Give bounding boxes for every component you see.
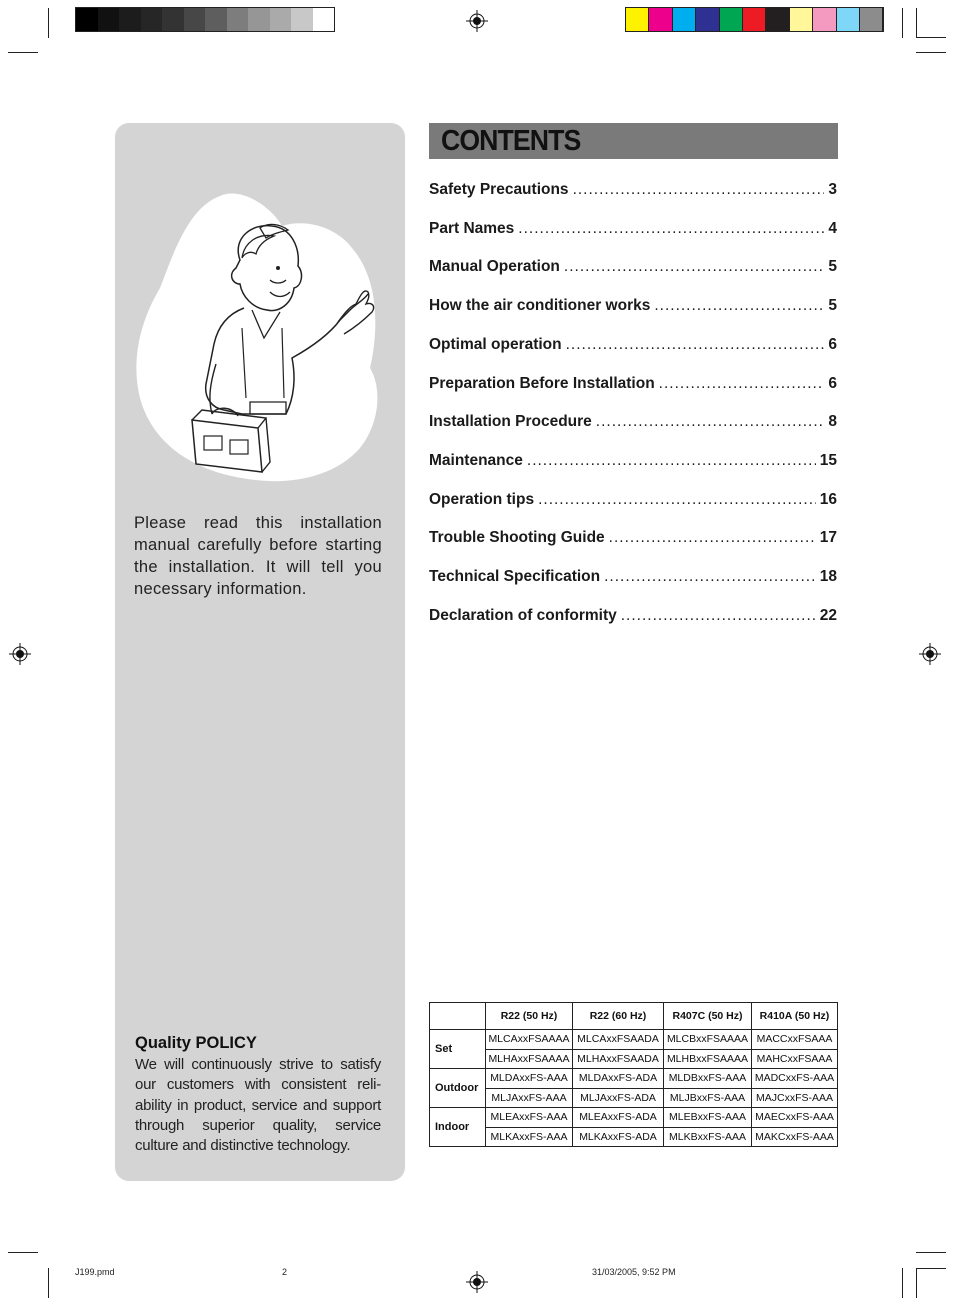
calibration-swatch (141, 8, 163, 31)
toc-leader-dots (621, 607, 816, 625)
toc-entry-label: Maintenance (429, 451, 523, 469)
crop-mark (902, 1268, 903, 1298)
calibration-swatch (76, 8, 98, 31)
toc-entry[interactable] (429, 336, 837, 360)
grayscale-calibration-bar (75, 7, 335, 32)
table-cell: MLKBxxFS-AAA (664, 1127, 752, 1147)
toc-entry-label: How the air conditioner works (429, 297, 651, 315)
toc-entry-label: Preparation Before Installation (429, 374, 655, 392)
toc-entry-page: 6 (828, 335, 837, 353)
table-cell: MLCAxxFSAADA (573, 1030, 664, 1050)
calibration-swatch (790, 8, 813, 31)
toc-entry[interactable] (429, 568, 837, 592)
toc-entry[interactable] (429, 607, 837, 631)
toc-entry-page: 6 (828, 374, 837, 392)
toc-leader-dots (659, 375, 825, 393)
toc-entry-page: 18 (819, 568, 837, 585)
crop-mark (8, 52, 38, 53)
table-cell: MACCxxFSAAA (752, 1030, 838, 1050)
calibration-swatch (98, 8, 120, 31)
registration-mark-icon (466, 1271, 488, 1293)
table-cell: MADCxxFS-AAA (752, 1069, 838, 1089)
calibration-swatch (248, 8, 270, 31)
toc-leader-dots (518, 220, 824, 238)
calibration-swatch (649, 8, 672, 31)
table-row (430, 1049, 838, 1069)
calibration-swatch (227, 8, 249, 31)
toc-leader-dots (527, 452, 816, 470)
crop-mark (8, 1252, 38, 1253)
table-row (430, 1030, 838, 1050)
toc-leader-dots (654, 297, 824, 315)
toc-entry-page: 8 (828, 413, 837, 431)
table-cell: MAHCxxFSAAA (752, 1049, 838, 1069)
table-group-label: Indoor (430, 1108, 486, 1147)
page-title: CONTENTS (441, 125, 581, 157)
calibration-swatch (860, 8, 883, 31)
crop-mark (916, 52, 946, 53)
toc-entry-page: 22 (819, 606, 837, 624)
table-row (430, 1088, 838, 1108)
toc-entry-page: 5 (828, 258, 837, 276)
table-cell: MLDBxxFS-AAA (664, 1069, 752, 1089)
table-group-label: Set (430, 1030, 486, 1069)
toc-leader-dots (609, 529, 816, 547)
toc-entry-page: 16 (819, 490, 837, 508)
toc-entry-label: Operation tips (429, 490, 535, 508)
toc-entry-page: 15 (819, 451, 837, 469)
footer-timestamp: 31/03/2005, 9:52 PM (592, 1267, 676, 1277)
toc-leader-dots (573, 181, 825, 199)
footer-filename: J199.pmd (75, 1267, 115, 1277)
toc-entry[interactable] (429, 258, 837, 282)
calibration-swatch (696, 8, 719, 31)
footer-page-number: 2 (282, 1267, 288, 1277)
toc-entry-label: Safety Precautions (429, 181, 569, 198)
toc-entry-page: 5 (828, 297, 837, 315)
calibration-swatch (743, 8, 766, 31)
table-cell: MLHBxxFSAAAA (664, 1049, 752, 1069)
calibration-swatch (673, 8, 696, 31)
color-calibration-bar (625, 7, 884, 32)
calibration-swatch (837, 8, 860, 31)
table-cell: MLJAxxFS-AAA (486, 1088, 573, 1108)
toc-entry-page: 4 (828, 219, 837, 237)
table-cell: MLJBxxFS-AAA (664, 1088, 752, 1108)
calibration-swatch (766, 8, 789, 31)
crop-mark (916, 1268, 946, 1269)
calibration-swatch (270, 8, 292, 31)
table-body (430, 1030, 838, 1147)
table-cell: MLJAxxFS-ADA (573, 1088, 664, 1108)
toc-leader-dots (596, 413, 825, 431)
calibration-swatch (162, 8, 184, 31)
quality-policy-title: Quality POLICY (135, 1034, 257, 1052)
toc-entry[interactable] (429, 452, 837, 476)
toc-leader-dots (566, 336, 825, 354)
table-cell: MAJCxxFS-AAA (752, 1088, 838, 1108)
calibration-swatch (184, 8, 206, 31)
table-cell: MAKCxxFS-AAA (752, 1127, 838, 1147)
toc-leader-dots (604, 568, 816, 586)
toc-entry[interactable] (429, 491, 837, 515)
table-group-label: Outdoor (430, 1069, 486, 1108)
crop-mark (916, 1252, 946, 1253)
crop-mark (916, 1268, 917, 1298)
table-row (430, 1127, 838, 1147)
table-header-cell: R22 (60 Hz) (573, 1003, 664, 1030)
calibration-swatch (119, 8, 141, 31)
table-cell: MLHAxxFSAAAA (486, 1049, 573, 1069)
quality-policy-text: We will continuously strive to satisfy our customers with consistent reli-ability in product, service and support through superior quality, service culture and distinctive technology. (135, 1056, 381, 1155)
table-cell: MAECxxFS-AAA (752, 1108, 838, 1128)
toc-entry[interactable] (429, 413, 837, 437)
table-cell: MLEAxxFS-ADA (573, 1108, 664, 1128)
table-header-cell: R22 (50 Hz) (486, 1003, 573, 1030)
toc-entry-label: Part Names (429, 219, 515, 237)
model-table (429, 1002, 838, 1147)
toc-entry-label: Optimal operation (429, 335, 562, 353)
contents-header-bar (429, 123, 838, 159)
toc-entry-page: 17 (819, 529, 837, 547)
table-row (430, 1108, 838, 1128)
intro-text: Please read this installation manual carefully before starting the installation. It will tell you necessary information. (134, 514, 382, 598)
table-cell: MLDAxxFS-AAA (486, 1069, 573, 1089)
table-cell: MLHAxxFSAADA (573, 1049, 664, 1069)
registration-mark-icon (9, 643, 31, 665)
registration-mark-icon (466, 10, 488, 32)
toc-entry-label: Manual Operation (429, 258, 560, 276)
calibration-swatch (291, 8, 313, 31)
toc-entry-label: Technical Specification (429, 568, 601, 585)
calibration-swatch (626, 8, 649, 31)
toc-entry-label: Trouble Shooting Guide (429, 529, 605, 547)
calibration-swatch (720, 8, 743, 31)
toc-entry[interactable] (429, 297, 837, 321)
table-header-cell: R410A (50 Hz) (752, 1003, 838, 1030)
table-header-row (430, 1003, 838, 1030)
toc-entry-page: 3 (828, 181, 837, 198)
table-header-cell (430, 1003, 486, 1030)
toc-entry[interactable] (429, 181, 837, 205)
toc-leader-dots (538, 491, 816, 509)
calibration-swatch (813, 8, 836, 31)
toc-entry[interactable] (429, 529, 837, 553)
calibration-swatch (205, 8, 227, 31)
table-cell: MLCAxxFSAAAA (486, 1030, 573, 1050)
crop-mark (902, 8, 903, 38)
registration-mark-icon (919, 643, 941, 665)
table-cell: MLCBxxFSAAAA (664, 1030, 752, 1050)
technician-illustration-icon (132, 188, 384, 488)
table-cell: MLKAxxFS-ADA (573, 1127, 664, 1147)
crop-mark (48, 1268, 49, 1298)
crop-mark (916, 8, 917, 38)
table-cell: MLEBxxFS-AAA (664, 1108, 752, 1128)
toc-entry[interactable] (429, 375, 837, 399)
toc-entry-label: Declaration of conformity (429, 606, 617, 624)
crop-mark (48, 8, 49, 38)
table-header-cell: R407C (50 Hz) (664, 1003, 752, 1030)
toc-entry[interactable] (429, 220, 837, 244)
table-row (430, 1069, 838, 1089)
table-cell: MLKAxxFS-AAA (486, 1127, 573, 1147)
toc-leader-dots (564, 258, 824, 276)
table-cell: MLDAxxFS-ADA (573, 1069, 664, 1089)
crop-mark (916, 37, 946, 38)
toc-entry-label: Installation Procedure (429, 413, 592, 431)
calibration-swatch (313, 8, 335, 31)
table-cell: MLEAxxFS-AAA (486, 1108, 573, 1128)
